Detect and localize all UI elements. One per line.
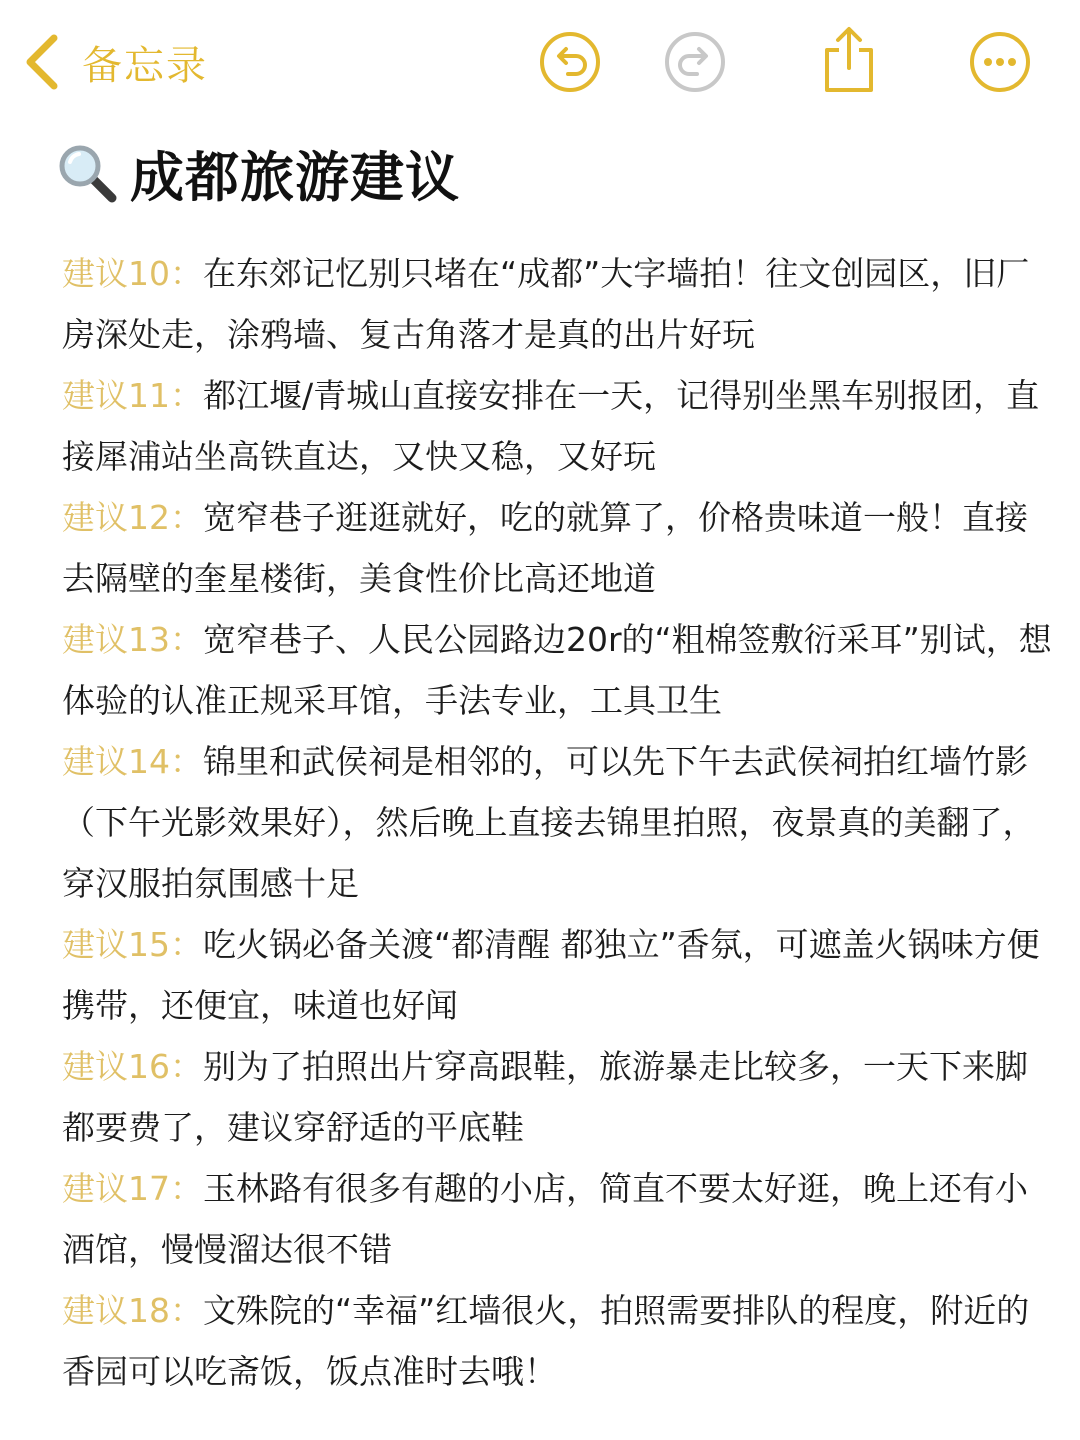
tip-text: 文殊院的“幸福”红墙很火，拍照需要排队的程度，附近的香园可以吃斋饭，饭点准时去哦！ xyxy=(62,1291,1030,1391)
redo-button[interactable] xyxy=(663,30,727,94)
tip-label: 建议13： xyxy=(62,620,203,659)
tip-label: 建议14： xyxy=(62,742,203,781)
note-body[interactable] xyxy=(62,243,1052,1402)
tip-item xyxy=(62,914,1052,1036)
note-title: 成都旅游建议 xyxy=(130,145,460,209)
tip-text: 都江堰/青城山直接安排在一天，记得别坐黑车别报团，直接犀浦站坐高铁直达，又快又稳，又好玩 xyxy=(62,376,1040,476)
tip-text: 在东郊记忆别只堵在“成都”大字墙拍！往文创园区，旧厂房深处走，涂鸦墙、复古角落才是真的出片好玩 xyxy=(62,254,1030,354)
tip-item xyxy=(62,609,1052,731)
tip-item xyxy=(62,487,1052,609)
back-label: 备忘录 xyxy=(82,42,208,89)
tip-text: 宽窄巷子逛逛就好，吃的就算了，价格贵味道一般！直接去隔壁的奎星楼街，美食性价比高还地道 xyxy=(62,498,1028,598)
chevron-left-icon xyxy=(22,32,62,92)
tip-text: 锦里和武侯祠是相邻的，可以先下午去武侯祠拍红墙竹影（下午光影效果好），然后晚上直接去锦里拍照，夜景真的美翻了，穿汉服拍氛围感十足 xyxy=(62,742,1036,903)
more-button[interactable] xyxy=(968,30,1032,94)
tip-label: 建议10： xyxy=(62,254,203,293)
tip-label: 建议17： xyxy=(62,1169,203,1208)
tip-item xyxy=(62,731,1052,914)
more-icon xyxy=(968,30,1032,94)
magnifying-glass-icon xyxy=(56,142,118,204)
top-toolbar xyxy=(0,0,1080,120)
tip-text: 吃火锅必备关渡“都清醒 都独立”香氛，可遮盖火锅味方便携带，还便宜，味道也好闻 xyxy=(62,925,1040,1025)
share-icon xyxy=(817,24,881,96)
tip-item xyxy=(62,365,1052,487)
tip-label: 建议16： xyxy=(62,1047,203,1086)
tip-label: 建议18： xyxy=(62,1291,203,1330)
tip-item xyxy=(62,1158,1052,1280)
back-button[interactable] xyxy=(22,30,208,94)
undo-button[interactable] xyxy=(538,30,602,94)
share-button[interactable] xyxy=(817,24,881,96)
tip-label: 建议12： xyxy=(62,498,203,537)
tip-text: 别为了拍照出片穿高跟鞋，旅游暴走比较多，一天下来脚都要费了，建议穿舒适的平底鞋 xyxy=(62,1047,1028,1147)
tip-label: 建议11： xyxy=(62,376,203,415)
tip-item xyxy=(62,1036,1052,1158)
tip-text: 玉林路有很多有趣的小店，简直不要太好逛，晚上还有小酒馆，慢慢溜达很不错 xyxy=(62,1169,1028,1269)
note-title-row xyxy=(56,138,460,208)
tip-text: 宽窄巷子、人民公园路边20r的“粗棉签敷衍采耳”别试，想体验的认准正规采耳馆，手法专业，工具卫生 xyxy=(62,620,1052,720)
tip-label: 建议15： xyxy=(62,925,203,964)
redo-icon xyxy=(663,30,727,94)
tip-item xyxy=(62,1280,1052,1402)
tip-item xyxy=(62,243,1052,365)
undo-icon xyxy=(538,30,602,94)
